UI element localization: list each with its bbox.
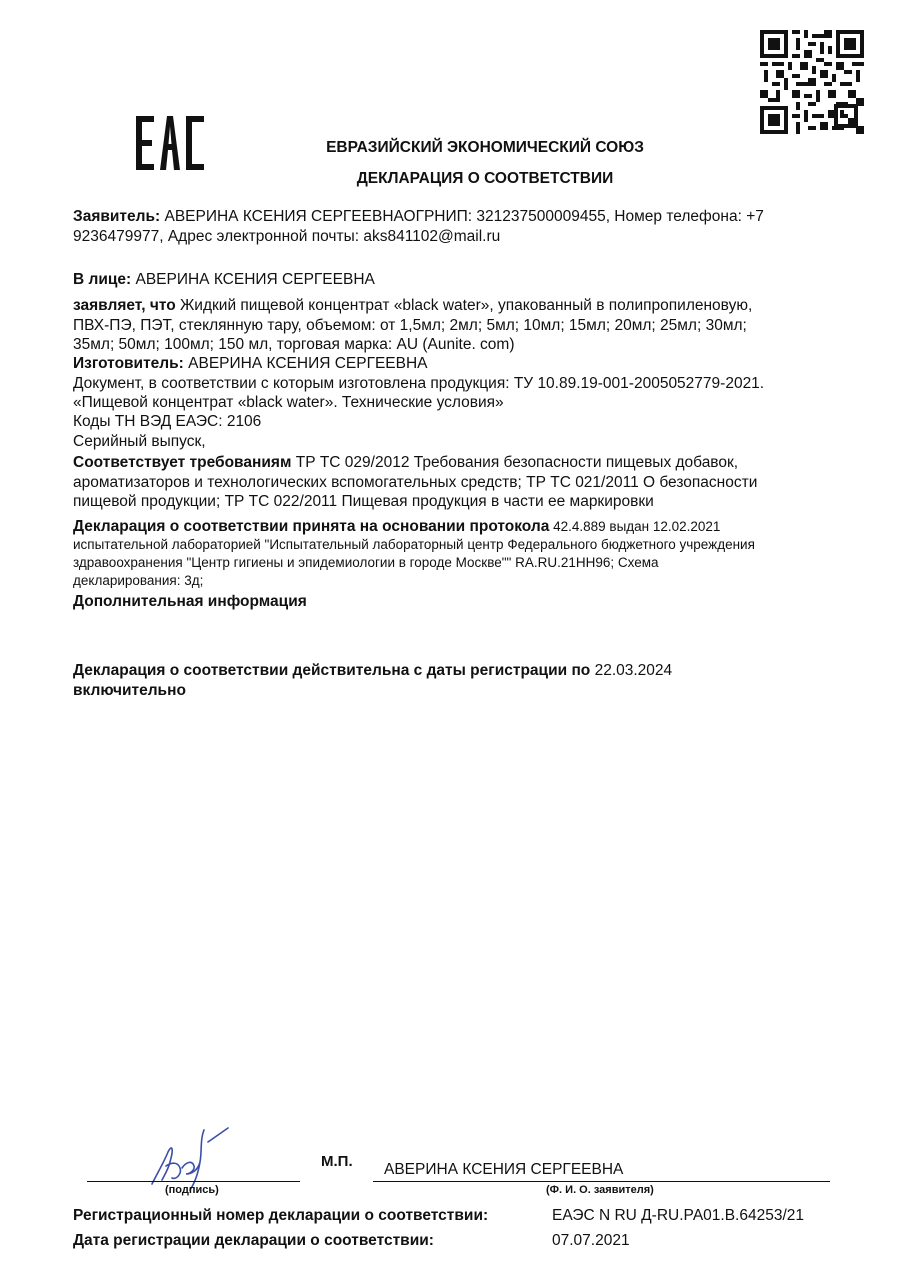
codes-line: Коды ТН ВЭД ЕАЭС: 2106 (73, 413, 262, 430)
protocol-line-3: здравоохранения "Центр гигиены и эпидемиологии в городе Москве"" RA.RU.21НН96; Схема (73, 555, 659, 570)
protocol-line-2: испытательной лабораторией "Испытательный лабораторный центр Федерального бюджетного учреждения (73, 537, 755, 552)
qr-code (760, 30, 864, 134)
person-label: В лице: (73, 271, 132, 288)
requirements-line-3: пищевой продукции; ТР ТС 022/2011 Пищевая продукция в части ее маркировки (73, 493, 654, 510)
protocol-label: Декларация о соответствии принята на основании протокола (73, 518, 550, 535)
registration-number: ЕАЭС N RU Д-RU.РА01.В.64253/21 (552, 1207, 805, 1224)
protocol-text-1: 42.4.889 выдан 12.02.2021 (549, 519, 721, 534)
document-title: ДЕКЛАРАЦИЯ О СООТВЕТСТВИИ (356, 170, 614, 187)
protocol-line-4: декларирования: 3д; (73, 573, 204, 588)
requirements-label: Соответствует требованиям (73, 454, 292, 471)
applicant-line-2: 9236479977, Адрес электронной почты: aks841102@mail.ru (73, 228, 501, 245)
validity-date: 22.03.2024 (590, 662, 673, 679)
stamp-place-label: М.П. (321, 1153, 353, 1170)
person-line (73, 270, 873, 290)
validity-line-2: включительно (73, 682, 186, 699)
registration-number-label: Регистрационный номер декларации о соответствии: (73, 1207, 489, 1224)
applicant-label: Заявитель: (73, 208, 161, 225)
declares-line-2: ПВХ-ПЭ, ПЭТ, стеклянную тару, объемом: от 1,5мл; 2мл; 5мл; 10мл; 15мл; 20мл; 25мл; 30мл; (73, 317, 747, 334)
manufacturer-line (73, 354, 873, 374)
serial-line: Серийный выпуск, (73, 433, 206, 450)
validity-label: Декларация о соответствии действительна с даты регистрации по (73, 662, 591, 679)
name-caption: (Ф. И. О. заявителя) (546, 1184, 654, 1196)
applicant-line-1 (73, 207, 873, 227)
declares-line-3: 35мл; 50мл; 100мл; 150 мл, торговая марка: AU (Aunite. com) (73, 336, 515, 353)
name-line (373, 1181, 830, 1182)
protocol-line-1 (73, 517, 883, 536)
declares-label: заявляет, что (73, 297, 176, 314)
union-title: ЕВРАЗИЙСКИЙ ЭКОНОМИЧЕСКИЙ СОЮЗ (326, 139, 644, 156)
manufacturer-label: Изготовитель: (73, 355, 184, 372)
signature-line (87, 1181, 300, 1182)
additional-info-label: Дополнительная информация (73, 593, 307, 610)
registration-date-label: Дата регистрации декларации о соответствии: (73, 1232, 434, 1249)
applicant-full-name: АВЕРИНА КСЕНИЯ СЕРГЕЕВНА (384, 1161, 624, 1178)
declares-line-1 (73, 296, 873, 316)
registration-date: 07.07.2021 (552, 1232, 630, 1249)
declares-text-1: Жидкий пищевой концентрат «black water», упакованный в полипропиленовую, (175, 297, 753, 314)
validity-line-1 (73, 661, 883, 681)
person-text: АВЕРИНА КСЕНИЯ СЕРГЕЕВНА (131, 271, 375, 288)
requirements-line-1 (73, 453, 883, 473)
signature-caption: (подпись) (165, 1184, 219, 1196)
eac-logo (136, 116, 204, 170)
applicant-text-1: АВЕРИНА КСЕНИЯ СЕРГЕЕВНАОГРНИП: 321237500009455, Номер телефона: +7 (160, 208, 764, 225)
requirements-text-1: ТР ТС 029/2012 Требования безопасности пищевых добавок, (291, 454, 739, 471)
document-line-1: Документ, в соответствии с которым изготовлена продукция: ТУ 10.89.19-001-2005052779-2021. (73, 375, 765, 392)
requirements-line-2: ароматизаторов и технологических вспомогательных средств; ТР ТС 021/2011 О безопасности (73, 474, 758, 491)
manufacturer-text: АВЕРИНА КСЕНИЯ СЕРГЕЕВНА (183, 355, 428, 372)
document-line-2: «Пищевой концентрат «black water». Технические условия» (73, 394, 504, 411)
